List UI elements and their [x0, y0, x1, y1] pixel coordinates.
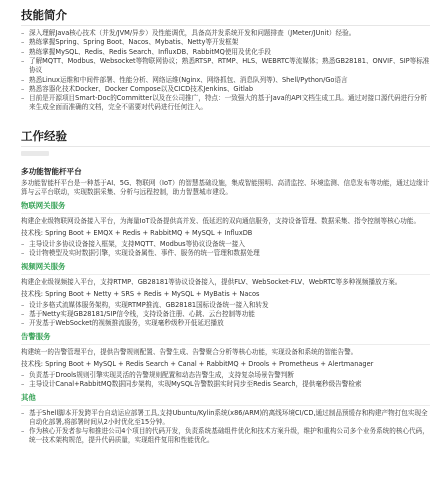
skill-item: – 深入理解Java核心技术（并发/JVM/异步）及性能调优，具备高并发系统开发和问题排查（JMeter/JUnit）经验。 [21, 29, 430, 38]
module-desc: 构建企业级物联网设备接入平台，为海量IoT设备提供高并发、低延迟的双向通信服务，支持设备管理、数据采集、指令控制等核心功能。 [21, 217, 421, 226]
module-bullet: – 开发基于WebSocket的视频推流服务，实现毫秒级秒开低延迟播放 [21, 319, 430, 328]
module-bullets [21, 409, 430, 445]
work-section-title: 工作经验 [21, 129, 430, 147]
skill-item: – 目前是开源项目Smart-Doc的Committer以及在公司推广，特点：一致强大的基于Java的API文档生成工具。通过对接口源代码进行分析来生成全面而准确的文档，完全不需要对代码进行任何注入。 [21, 94, 430, 112]
skills-list [21, 29, 430, 112]
module-bullet: – 负责基于Drools规则引擎实现灵活的告警规则配置和动态告警生成，支持复杂场景告警判断 [21, 371, 430, 380]
module-tech-stack: 技术栈: Spring Boot + EMQX + Redis + RabbitMQ + MySQL + InfluxDB [21, 229, 253, 238]
module-bullet: – 主导设计Canal+RabbitMQ数据同步架构，实现MySQL告警数据实时同步至Redis Search，提供毫秒级告警检索 [21, 380, 430, 389]
redacted-company-placeholder [21, 151, 49, 156]
module-title-iot-gateway: 物联网关服务 [21, 201, 430, 214]
module-tech-stack: 技术栈: Spring Boot + Netty + SRS + Redis + MySQL + MyBatis + Nacos [21, 290, 260, 299]
skill-item: – 熟悉容器化技术Docker、Docker Compose以及CICD技术Jenkins、Gitlab [21, 85, 430, 94]
module-bullets [21, 301, 430, 328]
module-tech-stack: 技术栈: Spring Boot + MySQL + Redis Search + Canal + RabbitMQ + Drools + Prometheus + Alertmanager [21, 360, 374, 369]
module-title-video-gateway: 视频网关服务 [21, 262, 430, 275]
module-bullet: – 设计多格式流媒体服务架构，实现RTMP推流、GB28181国标设备统一接入和转发 [21, 301, 430, 310]
module-bullet: – 基于Netty实现GB28181/SIP信令栈，支持设备注册、心跳、云台控制等功能 [21, 310, 430, 319]
module-title-alarm: 告警服务 [21, 332, 430, 345]
project-title: 多功能智能杆平台 [21, 167, 82, 177]
skill-item: – 熟练掌握MySQL、Redis、Redis Search、InfluxDB、RabbitMQ使用及优化手段 [21, 48, 430, 57]
module-bullets [21, 240, 430, 258]
project-intro: 多功能智能杆平台是一种基于AI、5G、物联网（IoT）的智慧基础设施，集成智能照明、高清监控、环境监测、信息发布等功能，通过边缘计算与云平台联动，实现数据采集、分析与远程控制，助力智慧城市建设。 [21, 179, 430, 197]
module-desc: 构建企业级视频接入平台，支持RTMP、GB28181等协议设备接入，提供FLV、WebSocket-FLV、WebRTC等多种视频播放方案。 [21, 278, 402, 287]
module-bullets [21, 371, 430, 389]
module-title-other: 其他 [21, 393, 430, 406]
module-bullet: – 设计物模型及实时数据引擎，实现设备属性、事件、服务的统一管理和数据处理 [21, 249, 430, 258]
module-desc: 构建统一的告警管理平台，提供告警规则配置、告警生成、告警聚合分析等核心功能，实现设备和系统的智能告警。 [21, 348, 358, 357]
module-bullet: – 基于Shell脚本开发跨平台自动运应部署工具,支持Ubuntu/Kylin系统(x86/ARM)的离线环境CI/CD,通过制品预缓存和构建产物打包实现全自动化部署,将部署时间从2小时优化至15分钟。 [21, 409, 430, 427]
skills-section-title: 技能简介 [21, 8, 430, 26]
skill-item: – 熟悉Linux运维和中间件部署、性能分析、网络运维(Nginx、网络抓包、消息队列等)、Shell/Python/Go语言 [21, 76, 430, 85]
skill-item: – 熟练掌握Spring、Spring Boot、Nacos、Mybatis、Netty等开发框架 [21, 38, 430, 47]
module-bullet: – 主导设计多协议设备接入框架，支持MQTT、Modbus等协议设备统一接入 [21, 240, 430, 249]
skill-item: – 了解MQTT、Modbus、Websocket等物联网协议；熟悉RTSP、RTMP、HLS、WEBRTC等流媒体；熟悉GB28181、ONVIF、SIP等标准协议 [21, 57, 430, 75]
module-bullet: – 作为核心开发者参与和推进公司4个项目的代码开发，负责系统基础组件优化和技术方案升级，维护和重构公司多个业务系统的核心代码，统一技术架构规范，提升代码质量，实现组件复用和性能优化。 [21, 427, 430, 445]
